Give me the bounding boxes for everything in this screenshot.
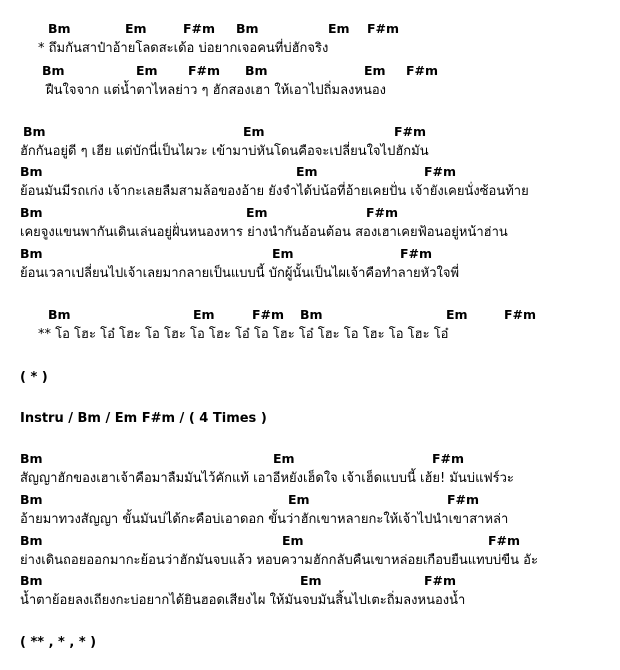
chord-label: Bm: [23, 124, 46, 139]
lyric-line: ย่างเดินถอยออกมากะย้อนว่าฮักมันจบแล้ว หอบความฮักกลับคืนเขาหล่อยเกือบยืนแทบบ่ขืน อัะ: [20, 553, 538, 568]
chord-label: Em: [300, 573, 322, 588]
chord-label: F#m: [400, 246, 433, 261]
repeat-marker: ( * ): [20, 370, 48, 385]
lyric-line: ฝืนใจจาก แต่น้ำตาไหลย่าว ๆ ฮักสองเฮา ให้เอาไปถิ่มลงหนอง: [46, 83, 387, 98]
chord-label: Em: [364, 63, 386, 78]
chord-label: Bm: [236, 21, 259, 36]
instrumental-line: Instru / Bm / Em F#m / ( 4 Times ): [20, 411, 267, 426]
chord-label: F#m: [252, 307, 285, 322]
chord-label: Em: [136, 63, 158, 78]
chord-label: Bm: [48, 21, 71, 36]
lyric-line: * ถึมกันสาป๋าอ้ายโลดสะเด้อ บ่อยากเจอคนที่บ่ฮักจริง: [38, 41, 329, 56]
chord-label: Em: [243, 124, 265, 139]
chord-label: F#m: [504, 307, 537, 322]
chord-label: Bm: [20, 533, 43, 548]
chord-label: Em: [246, 205, 268, 220]
chord-label: F#m: [424, 164, 457, 179]
lyric-line: ย้อนเวลาเปลี่ยนไปเจ้าเลยมากลายเป็นแบบนี้ บักผู้นั้นเป็นไผเจ้าคือทำลายหัวใจพี่: [20, 266, 460, 281]
chord-label: Em: [272, 246, 294, 261]
chord-label: Em: [288, 492, 310, 507]
lyric-line: สัญญาฮักของเฮาเจ้าคือมาลืมมันไว้คักแท้ เอาอีหยังเฮ็ดใจ เจ้าเฮ็ดแบบนี้ เฮ้ย! มันบ่แฟร์วะ: [20, 471, 514, 486]
chord-label: Bm: [20, 451, 43, 466]
chord-label: F#m: [406, 63, 439, 78]
repeat-marker: ( ** , * , * ): [20, 635, 97, 650]
lyric-line: ฮักกันอยู่ดี ๆ เฮีย แต่บักนี่เป็นไผวะ เข้ามาบ่หันโดนคือจะเปลี่ยนใจไปฮักมัน: [20, 144, 429, 159]
chord-label: F#m: [367, 21, 400, 36]
chord-label: Em: [282, 533, 304, 548]
chord-label: Em: [296, 164, 318, 179]
chord-label: Bm: [42, 63, 65, 78]
chord-label: Bm: [20, 492, 43, 507]
chord-label: F#m: [188, 63, 221, 78]
chord-label: F#m: [366, 205, 399, 220]
chord-label: Bm: [300, 307, 323, 322]
chord-label: F#m: [394, 124, 427, 139]
lyric-line: เคยจูงแขนพากันเดินเล่นอยู่ฝั่นหนองหาร ย่างนำกันอ้อนต้อน สองเฮาเคยฟ้อนอยู่หน้าฮ่าน: [20, 225, 508, 240]
chord-label: Em: [273, 451, 295, 466]
chord-label: Em: [125, 21, 147, 36]
chord-label: F#m: [432, 451, 465, 466]
chord-label: F#m: [183, 21, 216, 36]
chord-label: Em: [446, 307, 468, 322]
chord-label: Em: [328, 21, 350, 36]
chord-label: Bm: [20, 205, 43, 220]
chord-label: Em: [193, 307, 215, 322]
chord-label: Bm: [20, 164, 43, 179]
chord-label: Bm: [245, 63, 268, 78]
lyric-line: น้ำตาย้อยลงเถียงกะบ่อยากได้ยินฮอดเสียงไผ ให้มันจบมันสิ้นไปเตะถิ่มลงหนองน้ำ: [20, 593, 466, 608]
lyric-line: อ้ายมาทวงสัญญา ขั้นมันบ่ได้กะคือบ่เอาดอก ขั้นว่าฮักเขาหลายกะให้เจ้าไปนำเขาสาหล่า: [20, 512, 509, 527]
chord-label: Bm: [48, 307, 71, 322]
chord-label: Bm: [20, 246, 43, 261]
lyric-line: ** โอ โฮะ โอ๋ โฮะ โอ โฮะ โอ โฮะ โอ๋ โอ โฮะ โอ๋ โฮะ โอ โฮะ โอ โฮะ โอ๋: [38, 327, 449, 342]
chord-label: F#m: [424, 573, 457, 588]
chord-label: Bm: [20, 573, 43, 588]
chord-label: F#m: [488, 533, 521, 548]
chord-label: F#m: [447, 492, 480, 507]
lyric-line: ย้อนมันมีรถเก่ง เจ้ากะเลยลืมสามล้อของอ้าย ยังจำได้บ่น้อที่อ้ายเคยปั่น เจ้ายังเคยนั่งซ้อนท้าย: [20, 184, 529, 199]
